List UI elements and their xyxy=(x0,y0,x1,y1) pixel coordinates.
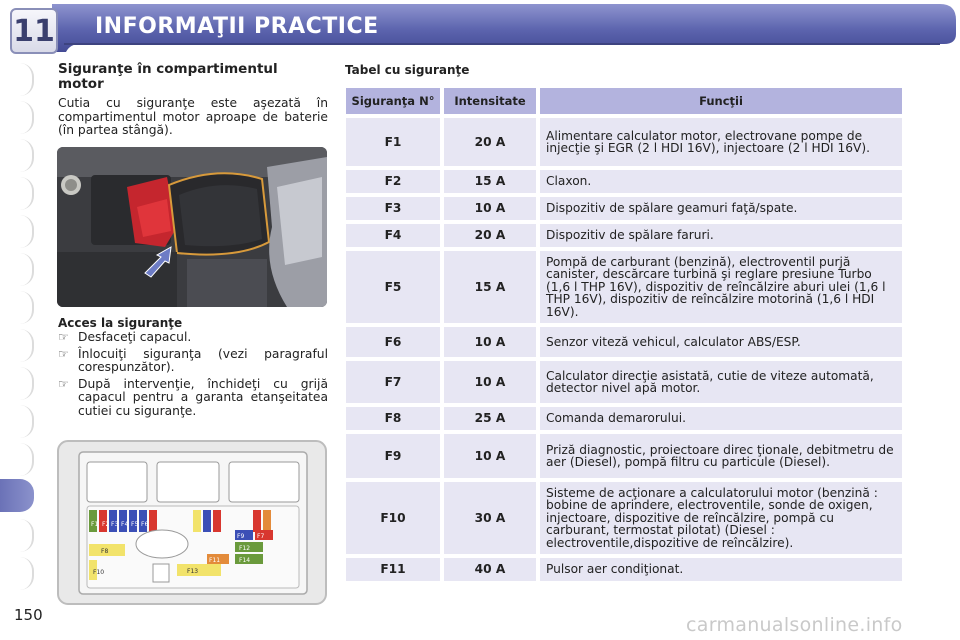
fuse-number: F6 xyxy=(346,327,440,357)
section-title: Siguranţe în compartimentul motor xyxy=(58,61,278,92)
fuse-function: Pompă de carburant (benzină), electroventil purjă canister, descărcare turbină şi reglare presiune Turbo (1,6 l THP 16V), dispozitiv de reîncălzire aburi ulei (1,6 l THP 16V), dispozitiv de reîncălzire motorină (1,6 l HDI 16V). xyxy=(540,251,902,323)
fuse-number: F7 xyxy=(346,361,440,403)
page-title: INFORMAŢII PRACTICE xyxy=(95,14,379,39)
table-row xyxy=(346,170,902,193)
table-header-row xyxy=(346,88,902,114)
side-tab-1[interactable] xyxy=(0,63,34,96)
table-row xyxy=(346,434,902,478)
fuse-label: F11 xyxy=(209,557,221,564)
fuse-function: Dispozitiv de spălare geamuri faţă/spate. xyxy=(540,197,902,220)
fuse-number: F5 xyxy=(346,251,440,323)
fuse-number: F2 xyxy=(346,170,440,193)
fuse-intensity: 25 A xyxy=(444,407,536,430)
fuse-label: F1 xyxy=(91,521,99,528)
table-row xyxy=(346,327,902,357)
fuse-label: F8 xyxy=(101,548,109,555)
fuse-label: F7 xyxy=(257,533,265,540)
fuse-function: Dispozitiv de spălare faruri. xyxy=(540,224,902,247)
fuse-intensity: 10 A xyxy=(444,327,536,357)
fuse-label: F3 xyxy=(111,521,119,528)
fuse-function: Claxon. xyxy=(540,170,902,193)
fuse-intensity: 20 A xyxy=(444,224,536,247)
fuse-intensity: 30 A xyxy=(444,482,536,554)
side-tab-6[interactable] xyxy=(0,253,34,286)
access-step-text: Desfaceţi capacul. xyxy=(78,330,192,344)
fuse-label: F2 xyxy=(102,521,110,528)
fuse-number: F8 xyxy=(346,407,440,430)
side-tab-4[interactable] xyxy=(0,177,34,210)
table-row xyxy=(346,118,902,166)
fuse-number: F10 xyxy=(346,482,440,554)
side-tab-7[interactable] xyxy=(0,291,34,324)
pointing-hand-icon: ☞ xyxy=(58,376,69,391)
fuse-label: F9 xyxy=(237,533,245,540)
fuse-label: F10 xyxy=(93,569,105,576)
side-tab-5[interactable] xyxy=(0,215,34,248)
access-step xyxy=(58,331,328,345)
side-tab-8[interactable] xyxy=(0,329,34,362)
engine-compartment-photo xyxy=(57,147,327,307)
fuse-intensity: 15 A xyxy=(444,170,536,193)
table-row xyxy=(346,407,902,430)
fuse-label: F13 xyxy=(187,568,199,575)
fuse-function: Senzor viteză vehicul, calculator ABS/ESP. xyxy=(540,327,902,357)
fuse-box-diagram xyxy=(57,440,327,605)
header-functions: Funcţii xyxy=(540,88,902,114)
side-tab-9[interactable] xyxy=(0,367,34,400)
access-steps-list xyxy=(58,331,328,421)
fuse-function: Calculator direcţie asistată, cutie de viteze automată, detector nivel apă motor. xyxy=(540,361,902,403)
fuse-function: Comanda demarorului. xyxy=(540,407,902,430)
fuse-number: F1 xyxy=(346,118,440,166)
fuse-function: Sisteme de acţionare a calculatorului motor (benzină : bobine de aprindere, electroventile, sonde de oxigen, injectoare, dispozitive de reîncălzire, pompă cu carburant, termostat pilotat) (Diesel : electroventile,dispozitive de reîncălzire). xyxy=(540,482,902,554)
page-number: 150 xyxy=(14,606,43,624)
pointing-hand-icon: ☞ xyxy=(58,346,69,361)
fuse-label: F4 xyxy=(121,521,129,528)
table-row xyxy=(346,361,902,403)
fuse-intensity: 40 A xyxy=(444,558,536,581)
side-tab-11-active[interactable] xyxy=(0,479,34,512)
access-title: Acces la siguranţe xyxy=(58,316,183,330)
fuse-label: F12 xyxy=(239,545,251,552)
fuse-label: F14 xyxy=(239,557,251,564)
header-intensity: Intensitate xyxy=(444,88,536,114)
fuse-intensity: 10 A xyxy=(444,197,536,220)
side-tab-11[interactable] xyxy=(0,443,34,476)
access-step-text: După intervenţie, închideţi cu grijă capacul pentru a garanta etanşeitatea cutiei cu siguranţe. xyxy=(78,376,328,418)
side-tab-10[interactable] xyxy=(0,405,34,438)
header-fuse-number: Siguranţa N° xyxy=(346,88,440,114)
fuse-function: Pulsor aer condiţionat. xyxy=(540,558,902,581)
side-tab-2[interactable] xyxy=(0,101,34,134)
side-tab-3[interactable] xyxy=(0,139,34,172)
chapter-number-badge: 11 xyxy=(10,8,58,54)
fuse-function: Alimentare calculator motor, electrovane pompe de injecţie şi EGR (2 l HDI 16V), injectoare (2 l HDI 16V). xyxy=(540,118,902,166)
table-row xyxy=(346,251,902,323)
fuse-table xyxy=(342,84,906,585)
fuse-intensity: 10 A xyxy=(444,434,536,478)
side-tab-12[interactable] xyxy=(0,519,34,552)
fuse-intensity: 10 A xyxy=(444,361,536,403)
table-title: Tabel cu siguranţe xyxy=(345,63,470,77)
access-step xyxy=(58,378,328,419)
fuse-intensity: 20 A xyxy=(444,118,536,166)
intro-paragraph: Cutia cu siguranţe este aşezată în compartimentul motor aproape de baterie (în partea stângă). xyxy=(58,96,328,137)
fuse-function: Priză diagnostic, proiectoare direc ţionale, debitmetru de aer (Diesel), pompă filtru cu particule (Diesel). xyxy=(540,434,902,478)
fuse-intensity: 15 A xyxy=(444,251,536,323)
table-row xyxy=(346,224,902,247)
fuse-number: F9 xyxy=(346,434,440,478)
fuse-number: F3 xyxy=(346,197,440,220)
fuse-number: F4 xyxy=(346,224,440,247)
access-step xyxy=(58,348,328,375)
fuse-label: F5 xyxy=(131,521,139,528)
watermark: carmanualsonline.info xyxy=(686,614,903,636)
table-row xyxy=(346,197,902,220)
fuse-label: F6 xyxy=(141,521,149,528)
side-tab-13[interactable] xyxy=(0,557,34,590)
pointing-hand-icon: ☞ xyxy=(58,330,69,344)
table-row xyxy=(346,482,902,554)
access-step-text: Înlocuiţi siguranţa (vezi paragraful corespunzător). xyxy=(78,346,328,374)
fuse-number: F11 xyxy=(346,558,440,581)
table-row xyxy=(346,558,902,581)
